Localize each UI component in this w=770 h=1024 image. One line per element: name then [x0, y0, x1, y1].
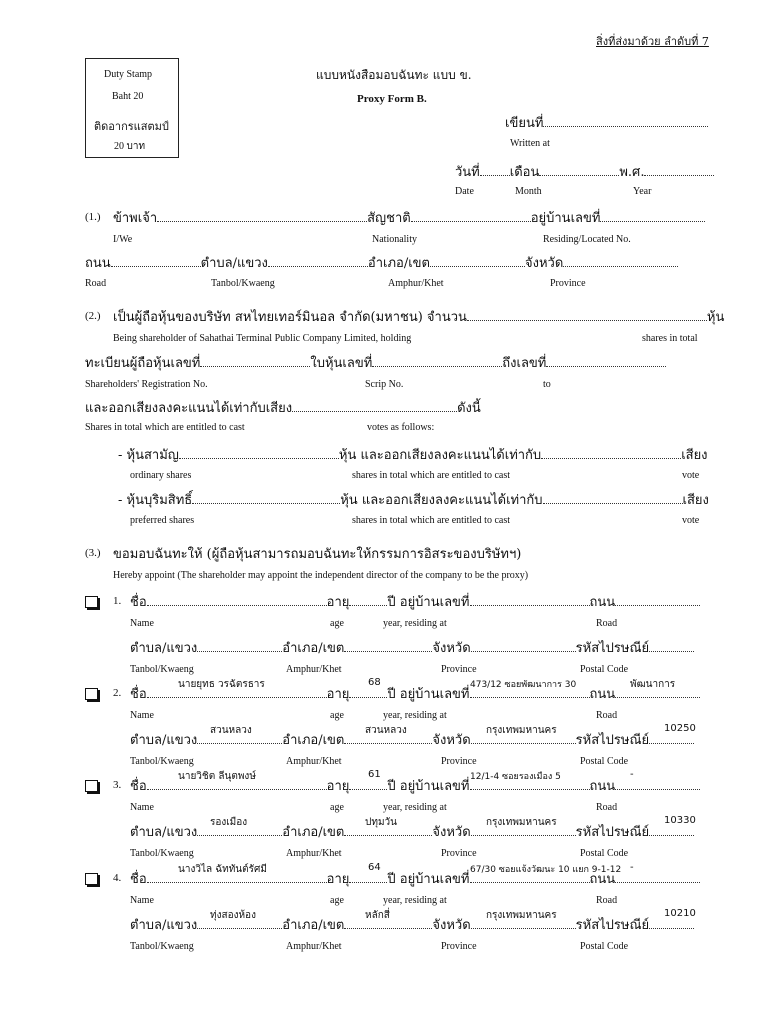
proxy-province-en: Province [441, 941, 477, 952]
proxy-name-value[interactable]: นางวิไล ฉัททันต์รัศมี [178, 864, 267, 875]
written-at-en: Written at [510, 138, 550, 149]
proxy-province-value[interactable]: กรุงเทพมหานคร [486, 725, 557, 736]
tambon-en: Tanbol/Kwaeng [211, 278, 275, 289]
proxy-residing-en: year, residing at [383, 802, 447, 813]
proxy-tambon-en: Tanbol/Kwaeng [130, 664, 194, 675]
ordinary-mid-en: shares in total which are entitled to cast [352, 470, 511, 481]
proxy-road-value[interactable]: - [630, 862, 634, 873]
section-1-line-th: ข้าพเจ้า สัญชาติ อยู่บ้านเลขที่ [113, 207, 705, 228]
proxy-name-en: Name [130, 802, 154, 813]
ordinary-en: ordinary shares [130, 470, 192, 481]
duty-stamp-box [85, 58, 179, 158]
proxy-residing-en: year, residing at [383, 710, 447, 721]
section-2-line-en: Being shareholder of Sahathai Terminal Public Company Limited, holding [113, 333, 412, 344]
proxy-amphur-en: Amphur/Khet [286, 941, 342, 952]
proxy-province-value[interactable]: กรุงเทพมหานคร [486, 817, 557, 828]
proxy-checkbox[interactable] [85, 688, 98, 700]
proxy-province-en: Province [441, 848, 477, 859]
section-2-number: (2.) [85, 310, 101, 322]
section-3-line-th: ขอมอบฉันทะให้ (ผู้ถือหุ้นสามารถมอบฉันทะให้กรรมการอิสระของบริษัทฯ) [113, 547, 522, 562]
proxy-house-value[interactable]: 473/12 ซอยพัฒนาการ 30 [470, 680, 577, 690]
proxy-tambon-value[interactable]: สวนหลวง [210, 725, 252, 736]
proxy-age-en: age [330, 710, 344, 721]
proxy-province-en: Province [441, 664, 477, 675]
road-en: Road [85, 278, 107, 289]
proxy-number: 3. [113, 779, 122, 791]
province-en: Province [550, 278, 586, 289]
proxy-province-en: Province [441, 756, 477, 767]
preferred-en: preferred shares [130, 515, 195, 526]
proxy-name-line: ชื่อ อายุ ปี อยู่บ้านเลขที่ ถนน [130, 591, 700, 612]
proxy-postal-en: Postal Code [580, 941, 629, 952]
proxy-road-en: Road [596, 802, 618, 813]
to-en: to [543, 379, 551, 390]
proxy-province-value[interactable]: กรุงเทพมหานคร [486, 910, 557, 921]
preferred-vote-en: vote [682, 515, 700, 526]
proxy-name-line: ชื่อ อายุ ปี อยู่บ้านเลขที่ ถนน [130, 868, 700, 889]
stamp-line-3: ติดอากรแสตมป์ [94, 120, 169, 133]
proxy-age-en: age [330, 802, 344, 813]
registration-line-th: ทะเบียนผู้ถือหุ้นเลขที่ ใบหุ้นเลขที่ ถึงเลขที่ [85, 352, 666, 373]
proxy-house-value[interactable]: 67/30 ซอยแจ้งวัฒนะ 10 แยก 9-1-12 [470, 865, 622, 875]
ordinary-shares-line-th: - หุ้นสามัญ หุ้น และออกเสียงลงคะแนนได้เท่ากับ เสียง [118, 448, 708, 463]
proxy-address-line: ตำบล/แขวง อำเภอ/เขต จังหวัด รหัสไปรษณีย์ [130, 821, 694, 842]
proxy-postal-value[interactable]: 10210 [664, 908, 696, 919]
year-en: Year [633, 186, 652, 197]
iwe-en: I/We [113, 234, 133, 245]
form-title-th: แบบหนังสือมอบฉันทะ แบบ ข. [316, 68, 472, 82]
proxy-postal-en: Postal Code [580, 848, 629, 859]
proxy-address-line: ตำบล/แขวง อำเภอ/เขต จังหวัด รหัสไปรษณีย์ [130, 637, 694, 658]
form-title-en: Proxy Form B. [357, 93, 427, 105]
proxy-residing-en: year, residing at [383, 895, 447, 906]
proxy-checkbox[interactable] [85, 596, 98, 608]
proxy-name-en: Name [130, 895, 154, 906]
preferred-mid-en: shares in total which are entitled to cast [352, 515, 511, 526]
amphur-en: Amphur/Khet [388, 278, 444, 289]
nationality-en: Nationality [372, 234, 417, 245]
registration-en: Shareholders' Registration No. [85, 379, 208, 390]
follows-en: votes as follows: [367, 422, 435, 433]
section-3-line-en: Hereby appoint (The shareholder may appoint the independent director of the company to be the proxy) [113, 570, 529, 581]
proxy-name-value[interactable]: นายยุทธ วรฉัตรธาร [178, 679, 265, 690]
proxy-number: 2. [113, 687, 122, 699]
proxy-age-en: age [330, 618, 344, 629]
proxy-amphur-en: Amphur/Khet [286, 664, 342, 675]
proxy-checkbox[interactable] [85, 873, 98, 885]
proxy-road-en: Road [596, 618, 618, 629]
proxy-amphur-en: Amphur/Khet [286, 756, 342, 767]
stamp-line-1: Duty Stamp [104, 69, 153, 80]
stamp-line-2: Baht 20 [112, 91, 144, 102]
proxy-address-line: ตำบล/แขวง อำเภอ/เขต จังหวัด รหัสไปรษณีย์ [130, 729, 694, 750]
written-at-th: เขียนที่ [505, 112, 708, 133]
proxy-age-en: age [330, 895, 344, 906]
proxy-road-value[interactable]: - [630, 769, 634, 780]
proxy-amphur-value[interactable]: สวนหลวง [365, 725, 407, 736]
stamp-line-4: 20 บาท [114, 141, 146, 152]
proxy-tambon-en: Tanbol/Kwaeng [130, 756, 194, 767]
proxy-tambon-value[interactable]: รองเมือง [210, 817, 248, 828]
proxy-age-value[interactable]: 64 [368, 862, 381, 873]
date-en: Date [455, 186, 474, 197]
residing-en: Residing/Located No. [543, 234, 631, 245]
month-en: Month [515, 186, 542, 197]
proxy-number: 1. [113, 595, 122, 607]
proxy-road-en: Road [596, 895, 618, 906]
votes-en: Shares in total which are entitled to cast [85, 422, 245, 433]
proxy-tambon-en: Tanbol/Kwaeng [130, 941, 194, 952]
section-3-number: (3.) [85, 547, 101, 559]
proxy-house-value[interactable]: 12/1-4 ซอยรองเมือง 5 [470, 772, 561, 782]
proxy-checkbox[interactable] [85, 780, 98, 792]
ordinary-vote-en: vote [682, 470, 700, 481]
proxy-name-line: ชื่อ อายุ ปี อยู่บ้านเลขที่ ถนน [130, 775, 700, 796]
section-1-address-th: ถนน ตำบล/แขวง อำเภอ/เขต จังหวัด [85, 252, 678, 273]
proxy-amphur-value[interactable]: ปทุมวัน [365, 817, 397, 828]
proxy-name-en: Name [130, 710, 154, 721]
proxy-address-line: ตำบล/แขวง อำเภอ/เขต จังหวัด รหัสไปรษณีย์ [130, 914, 694, 935]
proxy-residing-en: year, residing at [383, 618, 447, 629]
proxy-name-line: ชื่อ อายุ ปี อยู่บ้านเลขที่ ถนน [130, 683, 700, 704]
section-1-number: (1.) [85, 211, 101, 223]
proxy-postal-value[interactable]: 10250 [664, 723, 696, 734]
proxy-amphur-value[interactable]: หลักสี่ [365, 910, 390, 921]
proxy-number: 4. [113, 872, 122, 884]
preferred-shares-line-th: - หุ้นบุริมสิทธิ์ หุ้น และออกเสียงลงคะแนนได้เท่ากับ เสียง [118, 493, 709, 508]
shares-in-total-en: shares in total [642, 333, 698, 344]
votes-line-th: และออกเสียงลงคะแนนได้เท่ากับเสียง ดังนี้ [85, 401, 481, 416]
section-2-line-th: เป็นผู้ถือหุ้นของบริษัท สหไทยเทอร์มินอล จำกัด(มหาชน) จำนวน หุ้น [113, 310, 725, 325]
proxy-road-value[interactable]: พัฒนาการ [630, 679, 676, 690]
proxy-tambon-en: Tanbol/Kwaeng [130, 848, 194, 859]
enclosure-label: สิ่งที่ส่งมาด้วย ลำดับที่ 7 [596, 35, 709, 48]
proxy-postal-en: Postal Code [580, 664, 629, 675]
proxy-age-value[interactable]: 61 [368, 769, 381, 780]
scrip-en: Scrip No. [365, 379, 404, 390]
proxy-tambon-value[interactable]: ทุ่งสองห้อง [210, 910, 256, 921]
proxy-postal-en: Postal Code [580, 756, 629, 767]
proxy-age-value[interactable]: 68 [368, 677, 381, 688]
proxy-name-value[interactable]: นายวิชิต ลีนุตพงษ์ [178, 771, 256, 782]
proxy-postal-value[interactable]: 10330 [664, 815, 696, 826]
proxy-name-en: Name [130, 618, 154, 629]
proxy-amphur-en: Amphur/Khet [286, 848, 342, 859]
date-line-th: วันที่ เดือน พ.ศ. [455, 161, 714, 182]
proxy-road-en: Road [596, 710, 618, 721]
